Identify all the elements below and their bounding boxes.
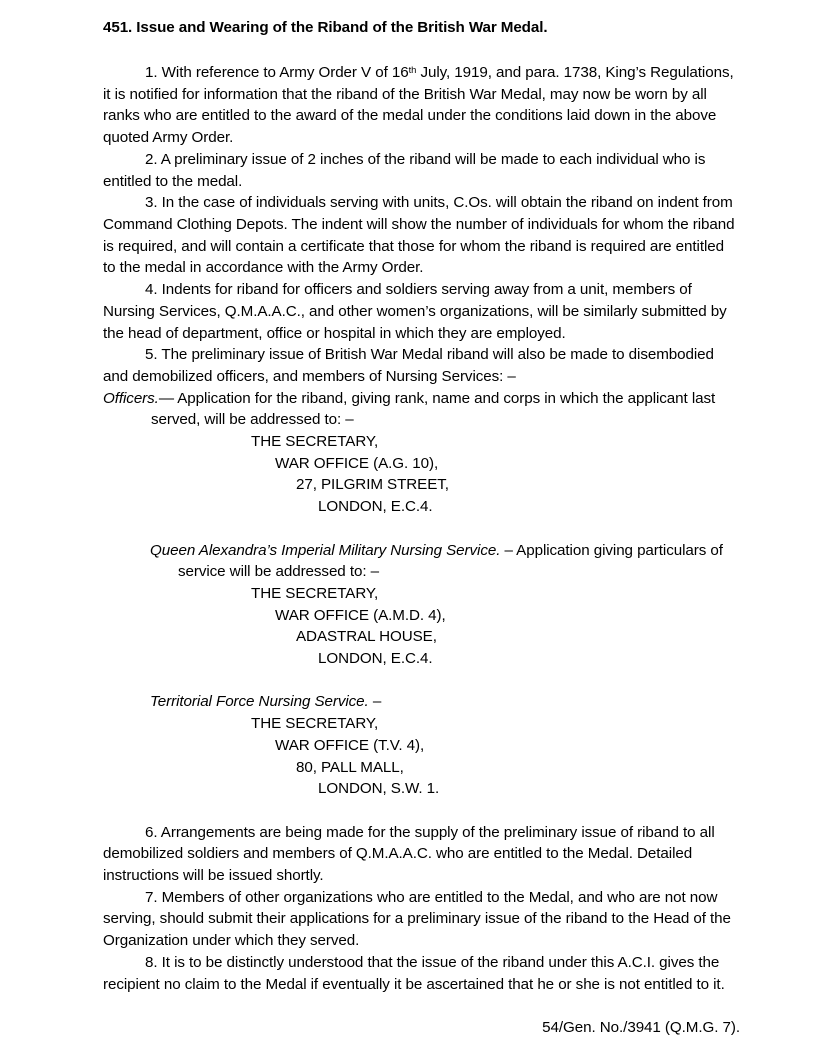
section-spacer (103, 800, 740, 822)
paragraph-2: 2. A preliminary issue of 2 inches of the riband will be made to each individual who is entitled to the medal. (103, 150, 706, 190)
address-section-officers (103, 388, 740, 518)
address-section-lead-text: – Application giving particulars of service will be addressed to: – (178, 541, 723, 581)
paragraph-1-text-after-superscript: July, 1919, and para. 1738, King’s Regulations, it is notified for information that the riband of the British War Medal, may now be worn by all ranks who are entitled to the award of the medal under the conditions laid down in the above quoted Army Order. (103, 64, 734, 147)
address-line: THE SECRETARY, (251, 433, 379, 451)
paragraph-6: 6. Arrangements are being made for the supply of the preliminary issue of riband to all demobilized soldiers and members of Q.M.A.A.C. who are entitled to the Medal. Detailed instructions will be issued shortly. (103, 823, 715, 885)
address-line: WAR OFFICE (T.V. 4), (275, 736, 425, 754)
address-line: LONDON, S.W. 1. (318, 780, 440, 798)
address-line: THE SECRETARY, (251, 715, 379, 733)
paragraph-7: 7. Members of other organizations who are entitled to the Medal, and who are not now serving, should submit their applications for a preliminary issue of the riband to the Head of the Organization under which they served. (103, 888, 731, 950)
paragraph-5: 5. The preliminary issue of British War Medal riband will also be made to disembodied and demobilized officers, and members of Nursing Services: – (103, 346, 714, 385)
paragraph-1-text-before-superscript: 1. With reference to Army Order V of 16 (145, 64, 409, 82)
section-spacer (103, 670, 740, 692)
address-section-heading (103, 388, 740, 431)
address-section-lead-label: Territorial Force Nursing Service. (150, 693, 369, 711)
address-line: LONDON, E.C.4. (318, 498, 433, 516)
address-line: LONDON, E.C.4. (318, 650, 433, 668)
address-line: ADASTRAL HOUSE, (296, 628, 437, 646)
paragraph-4: 4. Indents for riband for officers and soldiers serving away from a unit, members of Nursing Services, Q.M.A.A.C., and other women’s organizations, will be similarly submitted by the head of department, office or hospital in which they are employed. (103, 281, 727, 342)
address-section-qaimns (103, 540, 740, 670)
ordinal-superscript: th (408, 64, 417, 76)
address-line: WAR OFFICE (A.G. 10), (275, 454, 439, 472)
document-reference-footer: 54/Gen. No./3941 (Q.M.G. 7). (542, 1018, 740, 1036)
address-section-lead-text: – (368, 693, 382, 711)
address-section-tfns (103, 691, 740, 800)
address-line: THE SECRETARY, (251, 584, 379, 602)
page-title: 451. Issue and Wearing of the Riband of the British War Medal. (103, 19, 548, 36)
address-section-lead-text: — Application for the riband, giving rank, name and corps in which the applicant last served, will be addressed to: – (151, 389, 716, 429)
paragraph-8: 8. It is to be distinctly understood that the issue of the riband under this A.C.I. gives the recipient no claim to the Medal if eventually it be ascertained that he or she is not entitled to it. (103, 953, 725, 993)
paragraph-3: 3. In the case of individuals serving with units, C.Os. will obtain the riband on indent from Command Clothing Depots. The indent will show the number of individuals for whom the riband is required, and will contain a certificate that those for whom the riband is required are entitled to the medal in accordance with the Army Order. (103, 194, 735, 277)
address-line: 80, PALL MALL, (296, 758, 404, 776)
address-section-heading (103, 691, 740, 713)
footer-spacer (103, 995, 740, 1017)
address-section-lead-label: Officers. (103, 389, 159, 407)
address-line: 27, PILGRIM STREET, (296, 476, 449, 494)
address-section-heading (103, 540, 740, 583)
address-section-lead-label: Queen Alexandra’s Imperial Military Nursing Service. (150, 541, 501, 559)
address-line: WAR OFFICE (A.M.D. 4), (275, 606, 446, 624)
section-spacer (103, 518, 740, 540)
paragraph-1 (103, 62, 740, 149)
